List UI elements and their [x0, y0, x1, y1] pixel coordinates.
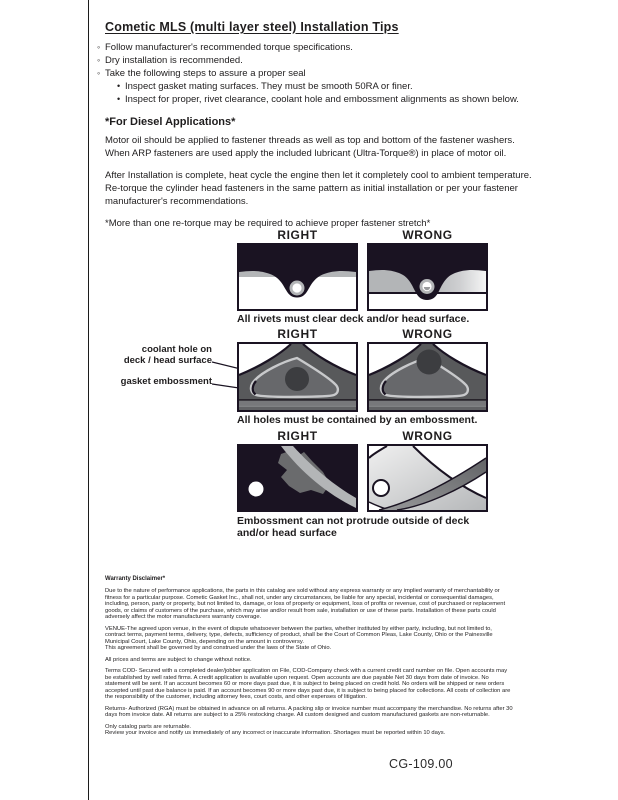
bullet-text: Inspect gasket mating surfaces. They must be smooth 50RA or finer.	[125, 81, 413, 92]
diesel-heading: *For Diesel Applications*	[105, 116, 236, 128]
row3-caption: Embossment can not protrude outside of deck and/or head surface	[237, 515, 470, 539]
bolt-hole-graphic	[249, 482, 264, 497]
bolt-hole-graphic	[373, 480, 389, 496]
governing-law-line: This agreement shall be governed by and construed under the laws of the State of Ohio.	[105, 645, 332, 651]
deck-strip-lower	[369, 407, 486, 410]
bullet-item	[97, 41, 541, 54]
venue-paragraph: VENUE-The agreed upon venue, in the event of dispute whatsoever between the parties, whether instituted by either party, including, but not limited to, contract terms, payment terms, delivery, type, defects, sufficiency of product, shall be the Court of Common Pleas, Lake County, Ohio or the Painesville Municipal Court, Lake County, Ohio, depending on the amount in controversy.	[105, 625, 493, 645]
bullet-text: Follow manufacturer's recommended torque specifications.	[105, 42, 353, 53]
row3-wrong-label: WRONG	[402, 429, 453, 443]
rivet-clearance-wrong-diagram	[367, 243, 488, 311]
sub-bullet-item	[97, 93, 541, 106]
bullet-item	[97, 54, 541, 67]
prices-terms-line: All prices and terms are subject to change without notice.	[105, 656, 252, 663]
annotation-line: coolant hole on	[141, 344, 212, 355]
page-doc-code: CG-109.00	[389, 757, 453, 771]
deck-line	[239, 399, 356, 401]
deck-strip-line	[239, 406, 356, 407]
disclaimer-paragraph: Due to the nature of performance applications, the parts in this catalog are sold without any express warranty or any implied warranty of merchantability or fitness for a particular purpose. Cometic Gasket Inc., shall not, under any circumstances, be liable for any special, incidental or consequential damages, including, person, party or property, but not limited to, damage, or loss of property or equipment, loss of profits or revenue, cost of purchased or replacement goods, or claims of customers of the purchase, which may arise and/or result from sale, installation or use of these parts. Installation of these parts could adversely affect the motor manufacturers warranty coverage.	[105, 588, 506, 620]
embossment-protrusion-wrong-diagram	[367, 444, 488, 512]
diesel-paragraph: After Installation is complete, heat cycle the engine then let it completely cool to ambient temperature. Re-torque the cylinder head fasteners in the same pattern as initial installation or per your fastener manufacturer's recommendations.	[105, 170, 532, 207]
embossment-containment-wrong-diagram	[367, 342, 488, 412]
row1-wrong-label: WRONG	[402, 228, 453, 242]
deck-strip-line	[369, 406, 486, 407]
retorque-note: *More than one re-torque may be required to achieve proper fastener stretch*	[105, 218, 431, 229]
deck-strip	[239, 401, 356, 406]
row2-caption: All holes must be contained by an embossment.	[237, 414, 478, 426]
row2-right-label: RIGHT	[277, 327, 318, 341]
rivet-center-graphic	[292, 283, 301, 292]
warranty-disclaimer-section	[105, 576, 513, 742]
row1-caption: All rivets must clear deck and/or head surface.	[237, 313, 470, 325]
bullet-text: Take the following steps to assure a proper seal	[105, 68, 306, 79]
left-margin-rule	[88, 0, 89, 800]
deck-strip-lower	[239, 407, 356, 410]
bullet-item	[97, 67, 541, 80]
coolant-hole-graphic	[285, 367, 309, 391]
diesel-applications-section	[105, 116, 542, 239]
deck-line	[369, 399, 486, 401]
bullet-text: Inspect for proper, rivet clearance, coolant hole and embossment alignments as shown below.	[125, 94, 519, 105]
coolant-hole-annotation	[92, 344, 212, 366]
terms-cod-paragraph: Terms COD- Secured with a completed dealer/jobber application on File, COD-Company check with a current credit card number on file. Open accounts may be established by well rated firms. A credit application is available upon request. Open accounts are due payable Net 30 days from date of invoice. No statement will be sent. If an account becomes 60 or more days past due, it is subject to being placed on credit hold. No orders will be shipped or new orders accepted until past due balance is paid. If an account becomes 90 or more days past due, it is subject to being placed for collections. All costs of collection are the responsibility of the customer, including attorney fees, court costs, and other expenses of litigation.	[105, 668, 511, 700]
row1-right-label: RIGHT	[277, 228, 318, 242]
embossment-containment-right-diagram	[237, 342, 358, 412]
installation-tips-section	[97, 20, 541, 106]
rivet-clearance-right-diagram	[237, 243, 358, 311]
review-invoice-line: Review your invoice and notify us immediately of any incorrect or inaccurate information. Shortages must be reported within 10 days.	[105, 730, 446, 736]
returns-paragraph: Returns- Authorized (RGA) must be obtained in advance on all returns. A packing slip or invoice number must accompany the merchandise. No returns after 30 days from invoice date. All returns are subject to a 25% restocking charge. All custom designed and custom manufactured gaskets are non-returnable.	[105, 705, 513, 718]
annotation-line: deck / head surface	[123, 355, 212, 366]
catalog-parts-line: Only catalog parts are returnable.	[105, 723, 192, 730]
bullet-text: Dry installation is recommended.	[105, 55, 243, 66]
embossment-protrusion-right-diagram	[237, 444, 358, 512]
row2-wrong-label: WRONG	[402, 327, 453, 341]
sub-bullet-item	[97, 80, 541, 93]
coolant-hole-graphic	[417, 350, 442, 375]
gasket-embossment-annotation: gasket embossment	[120, 376, 212, 387]
diesel-paragraph: Motor oil should be applied to fastener threads as well as top and bottom of the fastener washers. When ARP fasteners are used apply the included lubricant (Ultra-Torque®) in place of motor oil.	[105, 135, 515, 159]
disclaimer-heading: Warranty Disclaimer*	[105, 576, 166, 582]
page-title: Cometic MLS (multi layer steel) Installation Tips	[105, 20, 399, 34]
row3-right-label: RIGHT	[277, 429, 318, 443]
deck-strip	[369, 401, 486, 406]
